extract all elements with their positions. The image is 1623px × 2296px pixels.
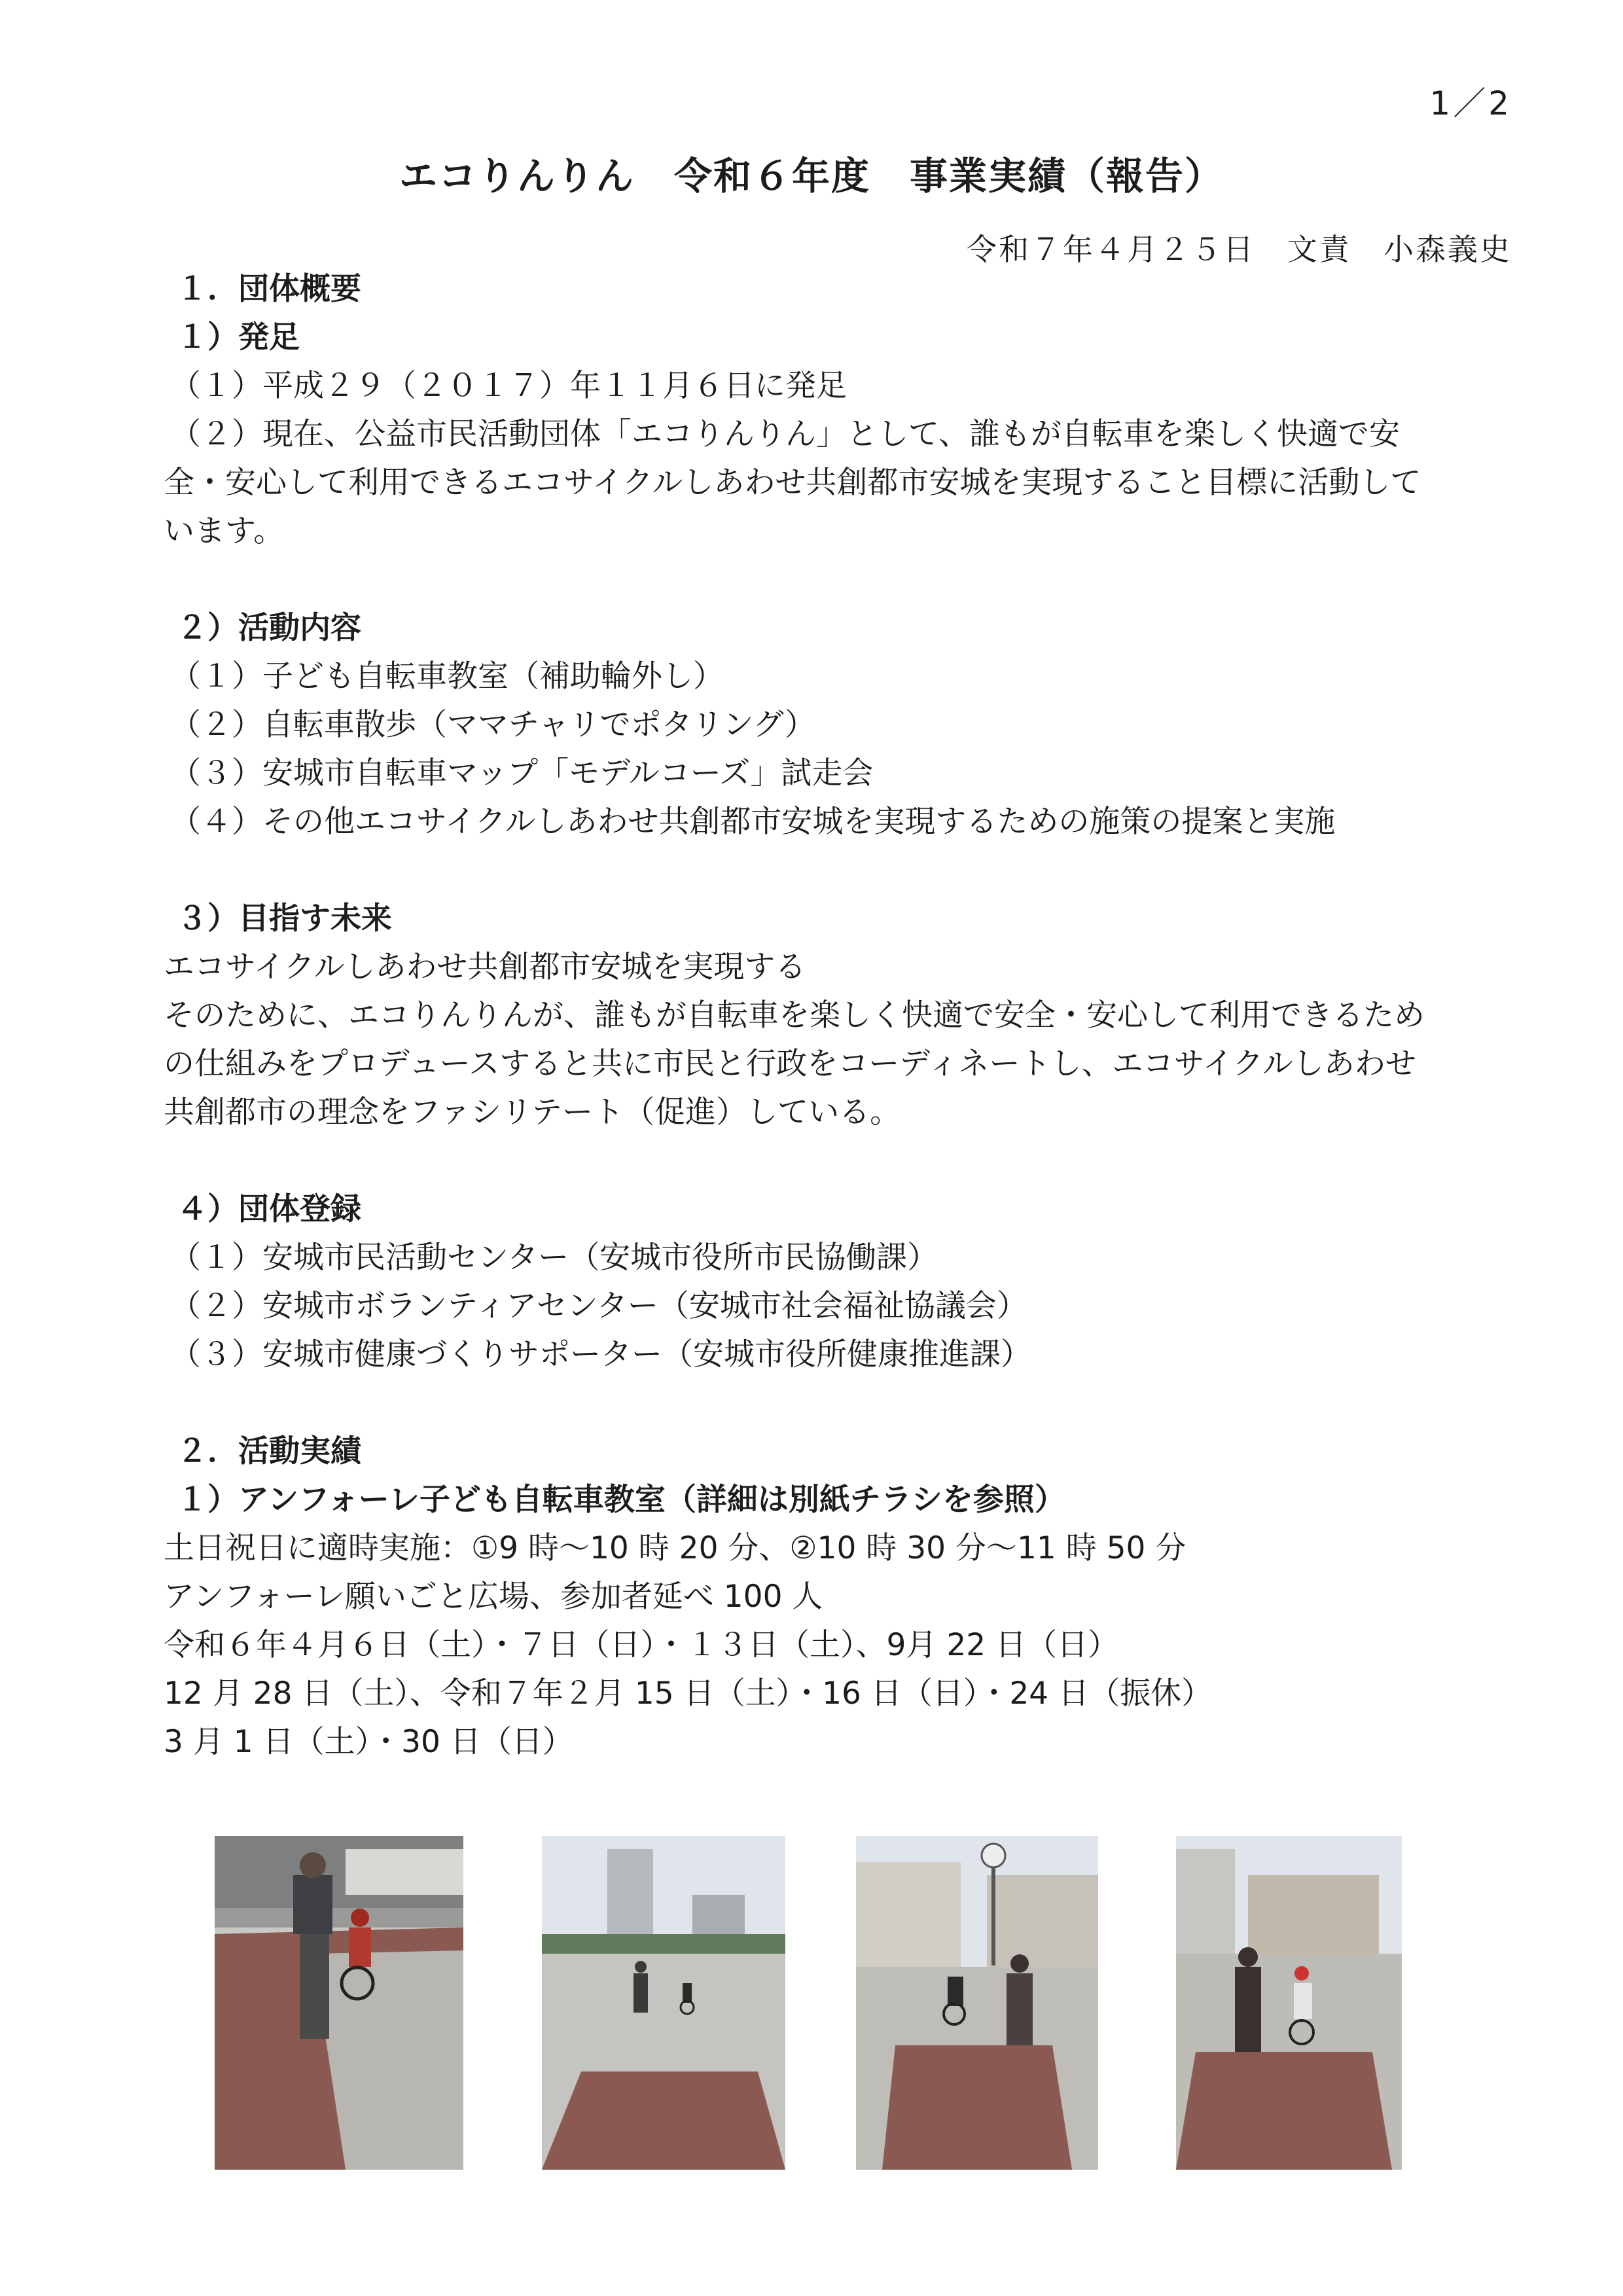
photo-bicycle-lesson-1 (215, 1836, 463, 2170)
text-line: 全・安心して利用できるエコサイクルしあわせ共創都市安城を実現すること目標に活動して (164, 465, 1421, 501)
date-author: 令和７年４月２５日 文責 小森義史 (967, 232, 1512, 267)
photo-bicycle-lesson-2 (542, 1836, 785, 2170)
document-body (164, 265, 1512, 1767)
list-item: （３）安城市健康づくりサポーター（安城市役所健康推進課） (170, 1336, 1031, 1372)
text-line: います。 (164, 513, 285, 549)
subsection-heading: ４）団体登録 (177, 1191, 361, 1227)
text-line: 令和６年４月６日（土）・７日（日）・１３日（土）、9月 22 日（日） (164, 1627, 1119, 1663)
list-item: （３）安城市自転車マップ「モデルコーズ」試走会 (170, 755, 874, 791)
text-line: （２）現在、公益市民活動団体「エコりんりん」として、誰もが自転車を楽しく快適で安 (170, 416, 1400, 452)
subsection-heading: ２）活動内容 (177, 610, 361, 646)
subsection-heading: １）発足 (177, 319, 300, 355)
photo-bicycle-lesson-3 (856, 1836, 1098, 2170)
document-title: エコりんりん 令和６年度 事業実績（報告） (399, 154, 1224, 198)
text-line: そのために、エコりんりんが、誰もが自転車を楽しく快適で安全・安心して利用できるため (164, 997, 1425, 1033)
text-line: （１）平成２９（２０１７）年１１月６日に発足 (170, 368, 847, 404)
text-line: 3 月 1 日（土）・30 日（日） (164, 1724, 573, 1760)
list-item: （２）自転車散歩（ママチャリでポタリング） (170, 707, 816, 743)
text-line: 土日祝日に適時実施：①9 時～10 時 20 分、②10 時 30 分～11 時 50 分 (164, 1530, 1186, 1566)
list-item: （２）安城市ボランティアセンター（安城市社会福祉協議会） (170, 1288, 1027, 1324)
page-number: 1／2 (1429, 84, 1512, 122)
section-heading: ２．活動実績 (177, 1433, 361, 1469)
list-item: （１）子ども自転車教室（補助輪外し） (170, 658, 724, 694)
text-line: 共創都市の理念をファシリテート（促進）している。 (164, 1094, 901, 1130)
photo-bicycle-lesson-4 (1176, 1836, 1402, 2170)
text-line: アンフォーレ願いごと広場、参加者延べ 100 人 (164, 1579, 823, 1615)
text-line: の仕組みをプロデュースすると共に市民と行政をコーディネートし、エコサイクルしあわせ (164, 1046, 1416, 1082)
text-line: エコサイクルしあわせ共創都市安城を実現する (164, 949, 806, 985)
subsection-heading: ３）目指す未来 (177, 901, 392, 937)
list-item: （４）その他エコサイクルしあわせ共創都市安城を実現するための施策の提案と実施 (170, 804, 1336, 840)
photo-strip (0, 1833, 1623, 2173)
list-item: （１）安城市民活動センター（安城市役所市民協働課） (170, 1240, 938, 1276)
text-line: 12 月 28 日（土）、令和７年２月 15 日（土）・16 日（日）・24 日（振休） (164, 1676, 1213, 1712)
section-heading: １．団体概要 (177, 271, 361, 307)
subsection-heading: １）アンフォーレ子ども自転車教室（詳細は別紙チラシを参照） (177, 1482, 1065, 1518)
